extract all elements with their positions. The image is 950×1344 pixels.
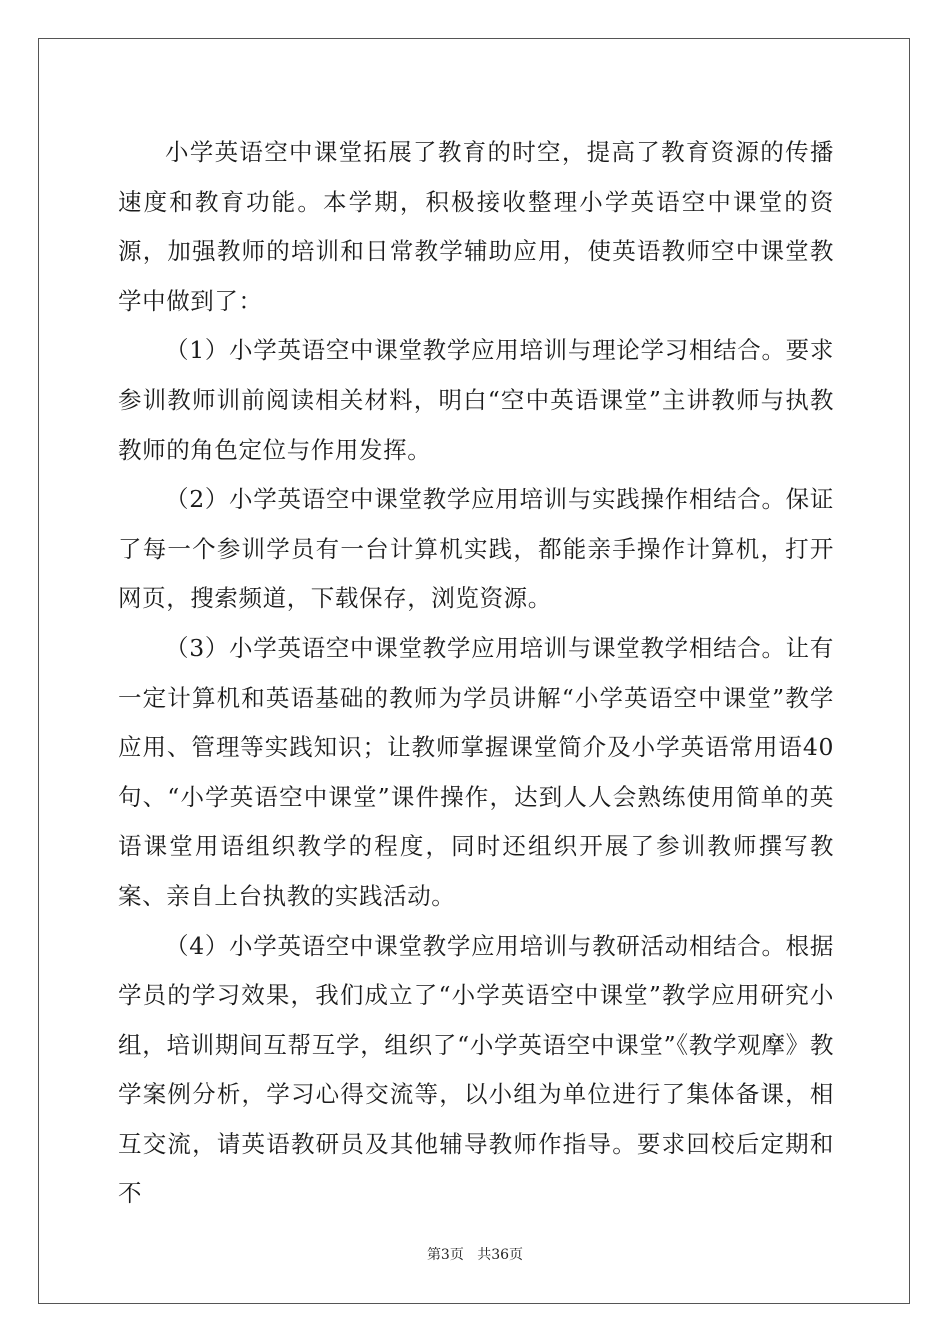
paragraph-item-2: （2）小学英语空中课堂教学应用培训与实践操作相结合。保证了每一个参训学员有一台计算机实践，都能亲手操作计算机，打开网页，搜索频道，下载保存，浏览资源。 <box>118 485 834 613</box>
page-footer <box>0 1244 950 1264</box>
paragraph-item-1: （1）小学英语空中课堂教学应用培训与理论学习相结合。要求参训教师训前阅读相关材料，明白“空中英语课堂”主讲教师与执教教师的角色定位与作用发挥。 <box>118 336 834 464</box>
page-number-current: 第3页 <box>426 1247 464 1263</box>
paragraph-item-4: （4）小学英语空中课堂教学应用培训与教研活动相结合。根据学员的学习效果，我们成立了“小学英语空中课堂”教学应用研究小组，培训期间互帮互学，组织了“小学英语空中课堂”《教学观摩》教学案例分析，学习心得交流等，以小组为单位进行了集体备课，相互交流，请英语教研员及其他辅导教师作指导。要求回校后定期和不 <box>118 931 834 1208</box>
document-body <box>118 128 834 1219</box>
paragraph-intro: 小学英语空中课堂拓展了教育的时空，提高了教育资源的传播速度和教育功能。本学期，积极接收整理小学英语空中课堂的资源，加强教师的培训和日常教学辅助应用，使英语教师空中课堂教学中做到了： <box>118 138 834 315</box>
paragraph-item-3: （3）小学英语空中课堂教学应用培训与课堂教学相结合。让有一定计算机和英语基础的教师为学员讲解“小学英语空中课堂”教学应用、管理等实践知识；让教师掌握课堂简介及小学英语常用语40句、“小学英语空中课堂”课件操作，达到人人会熟练使用简单的英语课堂用语组织教学的程度，同时还组织开展了参训教师撰写教案、亲自上台执教的实践活动。 <box>118 633 834 910</box>
page-number-total: 共36页 <box>477 1247 524 1263</box>
